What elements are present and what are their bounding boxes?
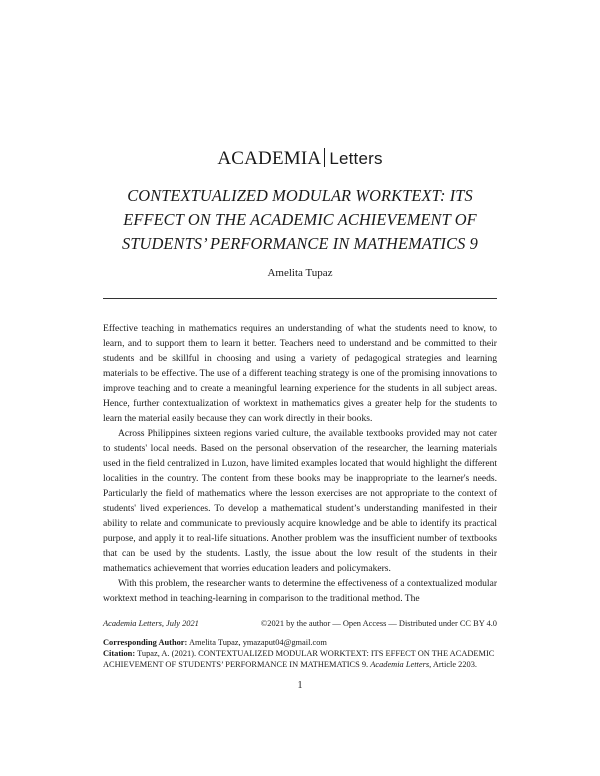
title-line: EFFECT ON THE ACADEMIC ACHIEVEMENT OF <box>123 210 477 229</box>
header-rule <box>103 298 497 299</box>
article-body <box>103 321 497 606</box>
citation-journal: Academia Letters <box>370 660 430 669</box>
journal-logo <box>0 148 600 170</box>
section-name: Letters <box>329 149 383 168</box>
brand-name: ACADEMIA <box>217 148 322 169</box>
citation-article: , Article 2203. <box>429 660 478 669</box>
license-text: ©2021 by the author — Open Access — Distributed under CC BY 4.0 <box>260 619 497 628</box>
footer-meta-row <box>103 618 497 629</box>
article-title <box>100 184 500 256</box>
page-number: 1 <box>297 680 303 691</box>
corresponding-label: Corresponding Author: <box>103 638 188 647</box>
paragraph: Across Philippines sixteen regions varied culture, the available textbooks provided may not cater to students' local needs. Based on the personal observation of the researcher, the learning materials used in the field centralized in Luzon, have limited examples located that would highlight the different localities in the country. The content from these books may be inappropriate to the learner's needs. Particularly the field of mathematics where the lesson exercises are not appropriate to the context of students' lived experiences. To develop a mathematical student’s understanding manifested in their ability to relate and communicate to previously acquire knowledge and be able to identify its practical purpose, and apply it to real-life situations. Another problem was the insufficient number of textbooks that can be used by the students. Lastly, the issue about the low result of the students in their mathematics achievement that worries education leaders and policymakers. <box>103 428 497 574</box>
logo-divider <box>324 148 325 167</box>
paragraph: Effective teaching in mathematics requires an understanding of what the students need to know, to learn, and to support them to learn it better. Teachers need to understand and be committed to their students and be skillful in choosing and using a variety of pedagogical strategies and learning materials to be effective. The use of a different teaching strategy is one of the promising innovations to improve teaching and to create a meaningful learning experience for the students in all subject areas. Hence, further contextualization of worktext in mathematics gives a greater help for the students to learn the material easily because they can work directly in their books. <box>103 323 497 424</box>
citation <box>103 648 497 670</box>
page-footer <box>103 618 497 670</box>
citation-label: Citation: <box>103 649 136 658</box>
title-line: CONTEXTUALIZED MODULAR WORKTEXT: ITS <box>127 186 473 205</box>
corresponding-value: Amelita Tupaz, ymazaput04@gmail.com <box>188 638 327 647</box>
paragraph: With this problem, the researcher wants to determine the effectiveness of a contextualized modular worktext method in teaching-learning in comparison to the traditional method. The <box>103 578 497 604</box>
corresponding-author <box>103 637 497 648</box>
author-name: Amelita Tupaz <box>267 267 333 279</box>
title-line: STUDENTS’ PERFORMANCE IN MATHEMATICS 9 <box>122 234 478 253</box>
citation-text: Tupaz, A. (2021). CONTEXTUALIZED MODULAR WORKTEXT: ITS EFFECT ON THE ACADEMIC ACHIEVEMENT OF STUDENTS’ PERFORMANCE IN MATHEMATICS 9. <box>103 649 495 669</box>
journal-date: Academia Letters, July 2021 <box>103 619 199 628</box>
